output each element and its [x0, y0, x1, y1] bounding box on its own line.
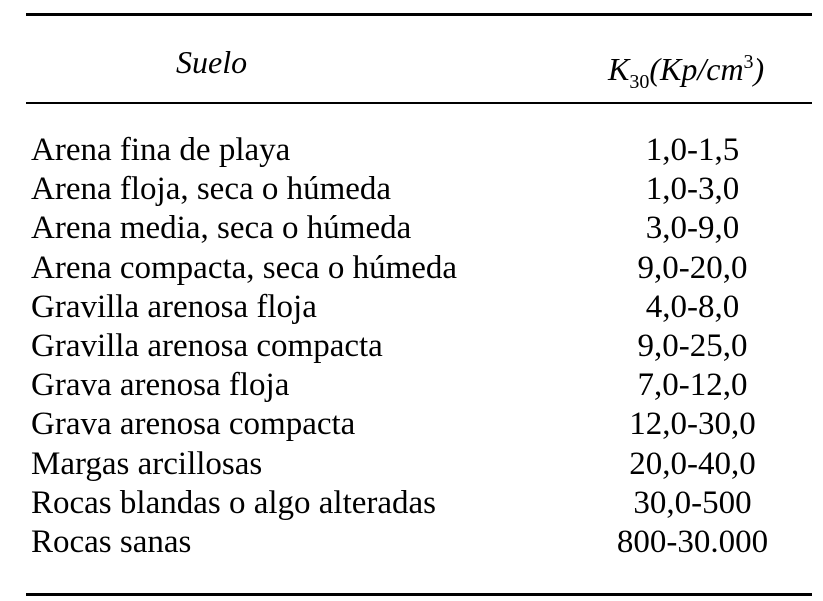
- k30-cell: 800-30.000: [616, 523, 769, 560]
- soil-cell: Arena compacta, seca o húmeda: [31, 249, 458, 286]
- k30-cell: 7,0-12,0: [637, 367, 748, 404]
- table-row: [0, 405, 823, 444]
- k30-cell: 1,0-1,5: [645, 132, 740, 168]
- soil-cell: Rocas sanas: [31, 523, 192, 560]
- k-subscript: 30: [629, 71, 650, 93]
- table-row: [0, 170, 823, 209]
- soil-cell: Arena media, seca o húmeda: [31, 210, 412, 247]
- column-header-k30: [608, 44, 764, 100]
- soil-cell: Arena floja, seca o húmeda: [31, 171, 392, 208]
- top-rule: [26, 13, 812, 16]
- k30-cell: 30,0-500: [633, 484, 752, 521]
- table-row: [0, 327, 823, 366]
- bottom-rule: [26, 593, 812, 596]
- k-unit-close: ): [753, 51, 765, 87]
- soil-cell: Gravilla arenosa floja: [31, 288, 317, 325]
- soil-cell: Arena fina de playa: [31, 132, 291, 168]
- header-rule: [26, 102, 812, 104]
- table-body: [0, 131, 823, 562]
- table-row: [0, 523, 823, 562]
- k30-cell: 9,0-20,0: [637, 249, 748, 286]
- soil-cell: Rocas blandas o algo alteradas: [31, 484, 437, 521]
- k30-cell: 12,0-30,0: [629, 406, 756, 443]
- table-row: [0, 445, 823, 484]
- soil-cell: Grava arenosa compacta: [31, 406, 356, 443]
- table-row: [0, 366, 823, 405]
- k30-cell: 9,0-25,0: [637, 327, 748, 364]
- k30-cell: 20,0-40,0: [629, 445, 756, 482]
- soil-cell: Gravilla arenosa compacta: [31, 327, 383, 364]
- column-header-soil: Suelo: [176, 44, 248, 80]
- k30-cell: 1,0-3,0: [645, 171, 740, 208]
- k30-cell: 4,0-8,0: [645, 288, 740, 325]
- table-row: [0, 288, 823, 327]
- k-symbol: K: [608, 51, 630, 87]
- table-row: [0, 131, 823, 170]
- k-unit-superscript: 3: [743, 51, 754, 73]
- table-row: [0, 209, 823, 248]
- table-row: [0, 249, 823, 288]
- soil-cell: Margas arcillosas: [31, 445, 263, 482]
- soil-cell: Grava arenosa floja: [31, 367, 290, 404]
- k30-cell: 3,0-9,0: [645, 210, 740, 247]
- table-row: [0, 484, 823, 523]
- k-unit-open: (Kp/cm: [649, 51, 744, 87]
